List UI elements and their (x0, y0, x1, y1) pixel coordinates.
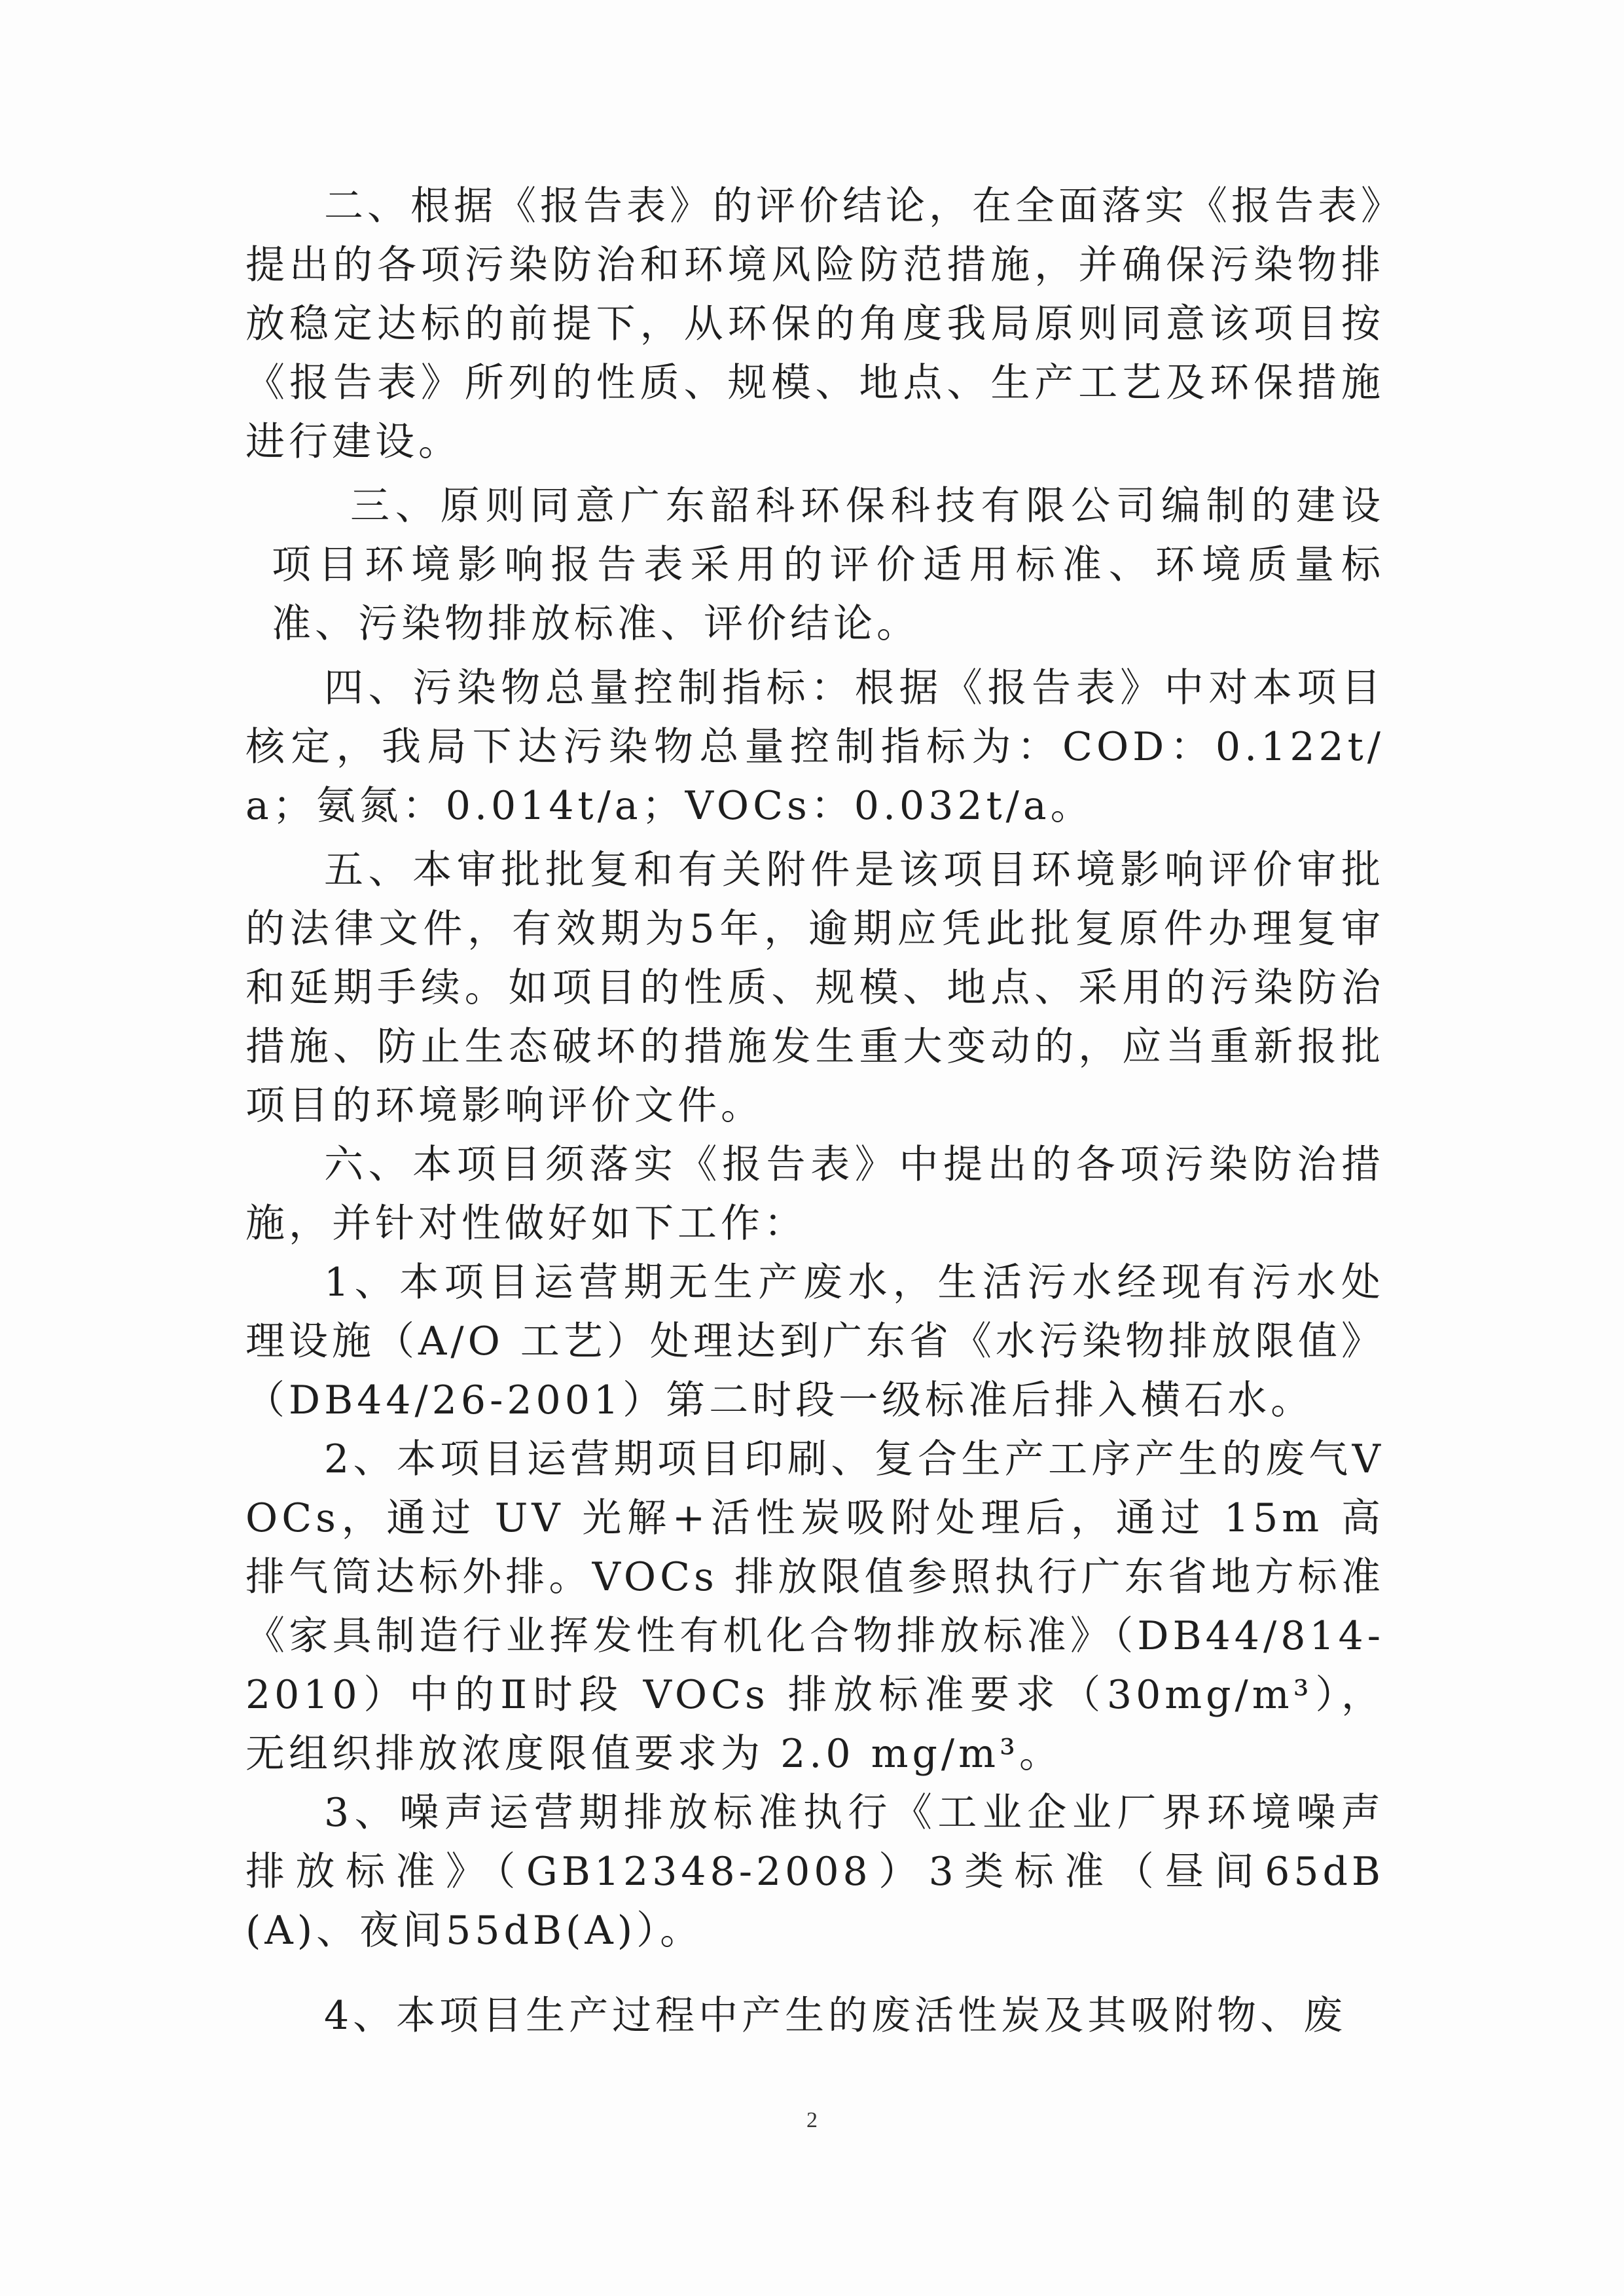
paragraph-sub-item-2: 2、本项目运营期项目印刷、复合生产工序产生的废气VOCs，通过 UV 光解+活性炭吸附处理后，通过 15m 高排气筒达标外排。VOCs 排放限值参照执行广东省地方标准《家具制造行业挥发性有机化合物排放标准》（DB44/814-2010）中的Ⅱ时段 VOCs 排放标准要求（30mg/m³），无组织排放浓度限值要求为 2.0 mg/m³。 (245, 1436, 1384, 1777)
document-body (245, 177, 1384, 2045)
paragraph-sub-item-3: 3、噪声运营期排放标准执行《工业企业厂界环境噪声排放标准》（GB12348-2008）3类标准（昼间65dB(A)、夜间55dB(A)）。 (245, 1790, 1384, 1954)
paragraph-item-3: 三、原则同意广东韶科环保科技有限公司编制的建设项目环境影响报告表采用的评价适用标准、环境质量标准、污染物排放标准、评价结论。 (272, 483, 1384, 647)
page-number: 2 (806, 2108, 818, 2132)
paragraph-sub-item-1: 1、本项目运营期无生产废水，生活污水经现有污水处理设施（A/O 工艺）处理达到广东省《水污染物排放限值》（DB44/26-2001）第二时段一级标准后排入横石水。 (245, 1260, 1384, 1423)
paragraph-item-2: 二、根据《报告表》的评价结论，在全面落实《报告表》提出的各项污染防治和环境风险防范措施，并确保污染物排放稳定达标的前提下，从环保的角度我局原则同意该项目按《报告表》所列的性质、规模、地点、生产工艺及环保措施进行建设。 (245, 183, 1384, 465)
paragraph-item-6: 六、本项目须落实《报告表》中提出的各项污染防治措施，并针对性做好如下工作： (245, 1142, 1384, 1247)
paragraph-item-4: 四、污染物总量控制指标：根据《报告表》中对本项目核定，我局下达污染物总量控制指标为：COD：0.122t/a；氨氮：0.014t/a；VOCs：0.032t/a。 (245, 665, 1384, 829)
paragraph-item-5: 五、本审批批复和有关附件是该项目环境影响评价审批的法律文件，有效期为5年，逾期应凭此批复原件办理复审和延期手续。如项目的性质、规模、地点、采用的污染防治措施、防止生态破坏的措施发生重大变动的，应当重新报批项目的环境影响评价文件。 (245, 847, 1384, 1129)
paragraph-sub-item-4: 4、本项目生产过程中产生的废活性炭及其吸附物、废 (324, 1993, 1347, 2039)
